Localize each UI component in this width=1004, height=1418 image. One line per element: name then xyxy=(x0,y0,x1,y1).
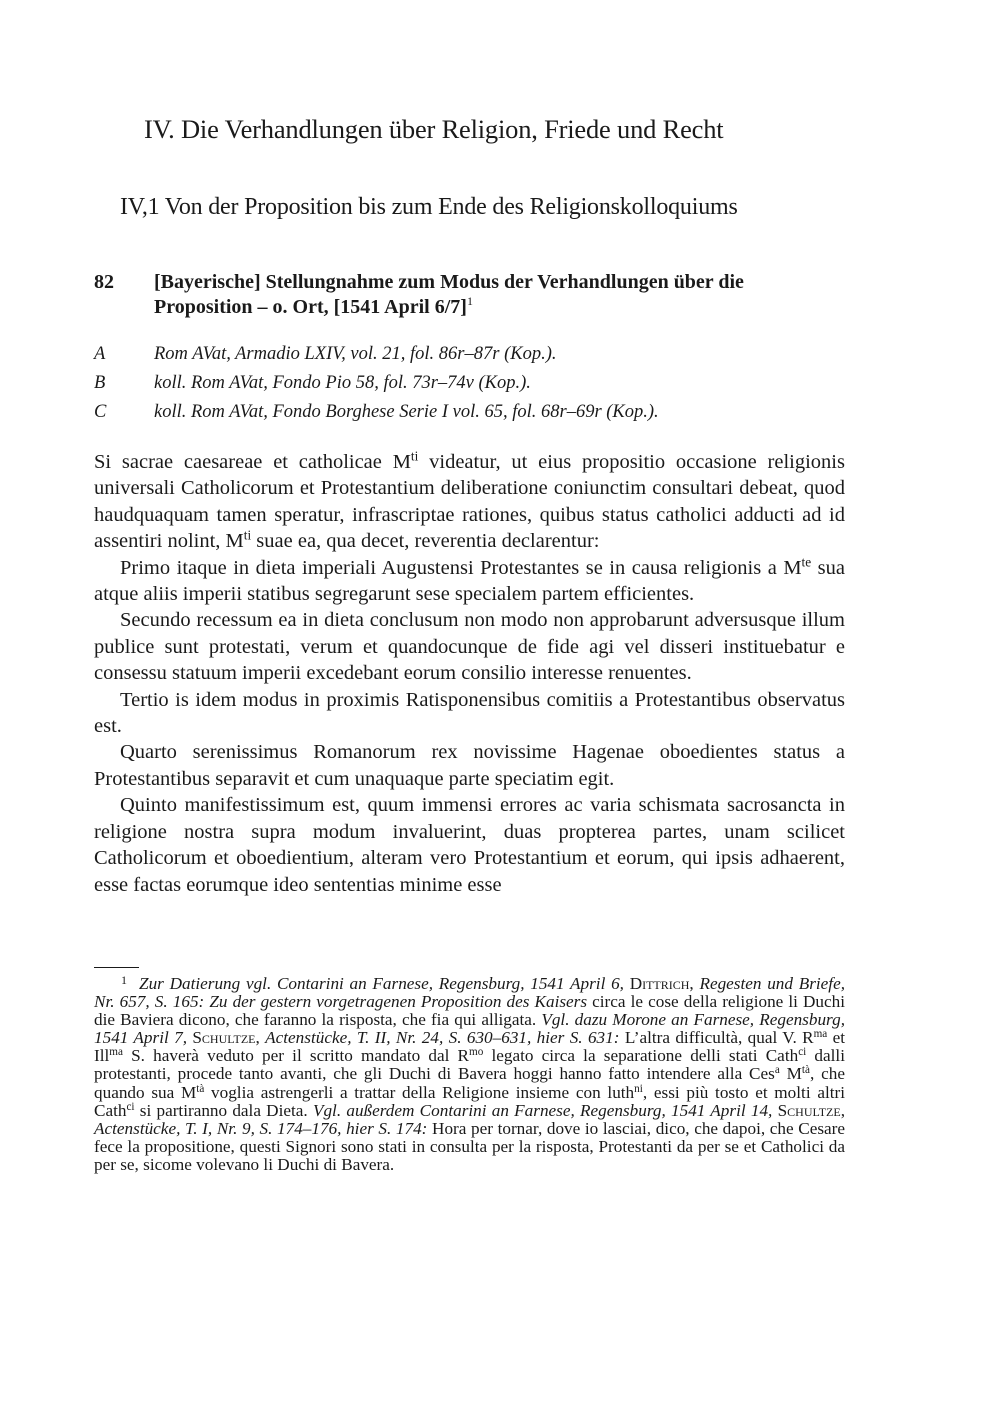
document-heading xyxy=(94,270,845,320)
source-list xyxy=(94,340,845,427)
body-text xyxy=(94,449,845,898)
source-siglum: A xyxy=(94,344,106,364)
source-text: Rom AVat, Armadio LXIV, vol. 21, fol. 86r–87r (Kop.). xyxy=(154,344,557,364)
document-title-text: [Bayerische] Stellungnahme zum Modus der Verhandlungen über die Proposition – o. Ort, [1541 April 6/7] xyxy=(154,271,744,318)
paragraph: Tertio is idem modus in proximis Ratisponensibus comitiis a Protestantibus observatus est. xyxy=(94,688,845,738)
paragraph: Secundo recessum ea in dieta conclusum non modo non approbarunt adversusque illum publice sunt protestati, verum et quandocunque de fide agi vel disseri instituebatur e consessu statuum imperii excedebant eorum consilio interesse renuentes. xyxy=(94,609,845,685)
paragraph: Quinto manifestissimum est, quum immensi errores ac varia schismata sacrosancta in religione nostra supra modum invaluerint, duas propterea partes, unam scilicet Catholicorum et oboedientium, alteram vero Protestantium et eorum, qui ipsis adhaerent, esse factas eorumque ideo sententias minime esse xyxy=(94,794,845,896)
document-title xyxy=(154,270,845,320)
source-text: koll. Rom AVat, Fondo Borghese Serie I vol. 65, fol. 68r–69r (Kop.). xyxy=(154,402,659,422)
paragraph: Primo itaque in dieta imperiali Augustensi Protestantes se in causa religionis a $M^{te}$ sua atque aliis imperii statibus segregarunt sese specialem partem efficientes. xyxy=(94,554,845,606)
footnote-text: $^1$ Zur Datierung vgl. Contarini an Farnese, Regensburg, 1541 April 6, Dittrich, Regesten und Briefe, Nr. 657, S. 165: Zu der gestern vorgetragenen Proposition des Kaisers circa le cose della religione li Duchi die Baviera dicono, che faranno la risposta, che fia qui alligata. Vgl. dazu Morone an Farnese, Regensburg, 1541 April 7, Schultze, Actenstücke, T. II, Nr. 24, S. 630–631, hier S. 631: L’altra difficultà, qual V. $R^{ma}$ et Ill$^{ma}$ S. haverà veduto per il scritto mandato dal $R^{mo}$ legato circa la separatione delli stati Cath$^{ci}$ dalli protestanti, procede tanto avanti, che gli Duchi di Bavera hoggi hanno fatto intendere alla Ces$^a$ $M^{tà}$, che quando sua $M^{tà}$ voglia astrengerli a trattar della Religione insieme con luth$^{ni}$, essi più tosto et molti altri Cath$^{ci}$ si partiranno dala Dieta. Vgl. außerdem Contarini an Farnese, Regensburg, 1541 April 14, Schultze, Actenstücke, T. I, Nr. 9, S. 174–176, hier S. 174: Hora per tornar, dove io lasciai, dico, che dapoi, che Cesare fece la propositione, questi Signori sono stati in consulta per la risposta, Protestanti da per se et Catholici da per se, sicome volevano li Duchi di Bavera. xyxy=(94,972,846,1174)
footnote-mark: 1 xyxy=(121,972,128,987)
source-siglum: B xyxy=(94,373,106,393)
footnote xyxy=(94,972,846,1174)
source-siglum: C xyxy=(94,402,107,422)
source-item xyxy=(94,398,845,427)
source-item xyxy=(94,340,845,369)
footnote-rule xyxy=(94,967,139,968)
source-item xyxy=(94,369,845,398)
section-title: IV,1 Von der Proposition bis zum Ende des Religionskolloquiums xyxy=(120,194,738,220)
paragraph: Si sacrae caesareae et catholicae $M^{ti}$ videatur, ut eius propositio occasione religionis universali Catholicorum et Protestantium deliberatione coniunctim consultari debeat, quod haudquaquam tamen speratur, infrascriptae rationes, quibus status catholici adducti ad id assentiri nolint, $M^{ti}$ suae ea, qua decet, reverentia declarentur: xyxy=(94,448,845,553)
chapter-title: IV. Die Verhandlungen über Religion, Friede und Recht xyxy=(144,114,724,144)
paragraph: Quarto serenissimus Romanorum rex novissime Hagenae oboedientes status a Protestantibus separavit et cum unaquaque parte speciatim egit. xyxy=(94,741,845,790)
source-text: koll. Rom AVat, Fondo Pio 58, fol. 73r–74v (Kop.). xyxy=(154,373,531,393)
document-number: 82 xyxy=(94,271,114,293)
footnote-reference[interactable]: 1 xyxy=(466,294,473,308)
